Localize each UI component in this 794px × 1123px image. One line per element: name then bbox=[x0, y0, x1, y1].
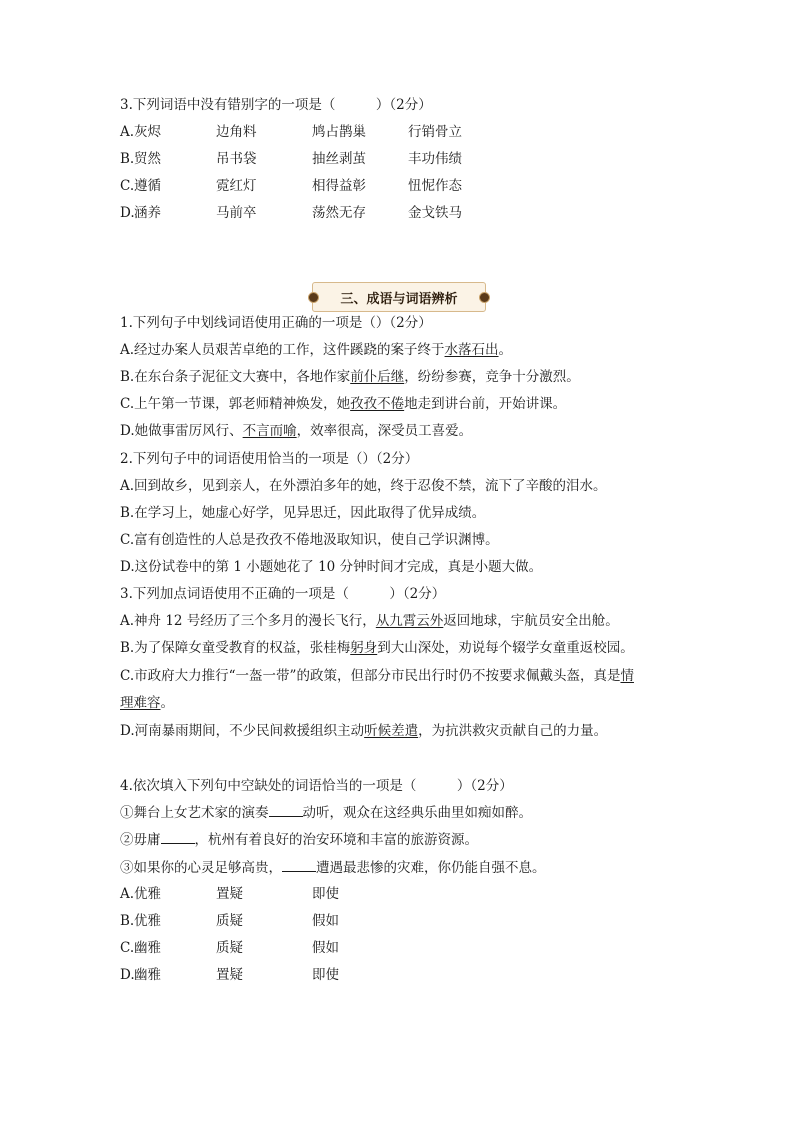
option-text: B.为了保障女童受教育的权益，张桂梅 bbox=[120, 640, 351, 656]
option-word: 霓红灯 bbox=[216, 178, 257, 194]
option-word: 涵养 bbox=[134, 205, 161, 221]
question-2-option-b[interactable]: B.在学习上，她虚心好学，见异思迁，因此取得了优异成绩。 bbox=[120, 505, 486, 521]
question-3-option-b[interactable] bbox=[120, 639, 634, 657]
option-text: 到大山深处，劝说每个辍学女童重返校园。 bbox=[377, 640, 634, 656]
question-2-stem: 2.下列句子中的词语使用恰当的一项是（）（2分） bbox=[120, 451, 419, 467]
question-2-option-c[interactable]: C.富有创造性的人总是孜孜不倦地汲取知识，使自己学识渊博。 bbox=[120, 532, 499, 548]
option-text: D.河南暴雨期间，不少民间救援组织主动 bbox=[120, 723, 365, 739]
option-text: 。 bbox=[160, 695, 174, 711]
sentence-text: ，杭州有着良好的治安环境和丰富的旅游资源。 bbox=[194, 832, 478, 848]
underlined-term: 从九霄云外 bbox=[375, 613, 444, 629]
question-1-option-a[interactable] bbox=[120, 341, 512, 359]
option-label: D. bbox=[120, 205, 135, 221]
underlined-term: 水落石出 bbox=[444, 342, 499, 358]
option-word: 即使 bbox=[312, 886, 339, 902]
question-2-option-d[interactable]: D.这份试卷中的第 1 小题她花了 10 分钟时间才完成，真是小题大做。 bbox=[120, 559, 543, 575]
option-word: 行销骨立 bbox=[408, 124, 462, 140]
underlined-term: 躬身 bbox=[350, 640, 378, 656]
question-4-stem: 4.依次填入下列句中空缺处的词语恰当的一项是（ ）（2分） bbox=[120, 778, 513, 794]
option-word: 吊书袋 bbox=[216, 151, 257, 167]
option-word: 相得益彰 bbox=[312, 178, 366, 194]
option-text: C.上午第一节课，郭老师精神焕发，她 bbox=[120, 396, 351, 412]
option-label: A. bbox=[120, 886, 135, 902]
option-text: 返回地球，宇航员安全出舱。 bbox=[443, 613, 619, 629]
underlined-term: 理难容 bbox=[120, 695, 161, 711]
underlined-term: 前仆后继 bbox=[350, 369, 405, 385]
option-word: 金戈铁马 bbox=[408, 205, 462, 221]
underlined-term: 情 bbox=[620, 668, 634, 684]
option-text: D.她做事雷厉风行、 bbox=[120, 423, 243, 439]
option-word: 遵循 bbox=[134, 178, 161, 194]
option-text: A.神舟 12 号经历了三个多月的漫长飞行， bbox=[120, 613, 376, 629]
question-2-option-a[interactable]: A.回到故乡，见到亲人，在外漂泊多年的她，终于忍俊不禁，流下了辛酸的泪水。 bbox=[120, 478, 607, 494]
option-label: A. bbox=[120, 124, 135, 140]
sentence-text: 遭遇最悲惨的灾难，你仍能自强不息。 bbox=[316, 860, 546, 876]
sentence-text: ③如果你的心灵足够高贵， bbox=[120, 860, 282, 876]
question-1-option-c[interactable] bbox=[120, 395, 566, 413]
option-word: 置疑 bbox=[216, 886, 243, 902]
option-word: 灰烬 bbox=[134, 124, 161, 140]
option-word: 丰功伟绩 bbox=[408, 151, 462, 167]
banner-knob-right-icon bbox=[479, 292, 490, 303]
option-word: 贸然 bbox=[134, 151, 161, 167]
question-3-stem: 3.下列加点词语使用不正确的一项是（ ）（2分） bbox=[120, 586, 446, 602]
option-word: 抽丝剥茧 bbox=[312, 151, 366, 167]
option-label: C. bbox=[120, 178, 135, 194]
option-text: ，为抗洪救灾贡献自己的力量。 bbox=[418, 723, 608, 739]
underlined-term: 不言而喻 bbox=[242, 423, 297, 439]
question-4-sentence-1 bbox=[120, 803, 532, 822]
question-1-option-b[interactable] bbox=[120, 368, 580, 386]
option-text: B.在东台条子泥征文大赛中，各地作家 bbox=[120, 369, 351, 385]
option-word: 即使 bbox=[312, 967, 339, 983]
option-text: ，效率很高，深受员工喜爱。 bbox=[296, 423, 473, 439]
option-word: 优雅 bbox=[134, 913, 161, 929]
option-word: 质疑 bbox=[216, 940, 243, 956]
option-label: D. bbox=[120, 967, 135, 983]
option-label: B. bbox=[120, 151, 135, 167]
question-1-stem: 1.下列句子中划线词语使用正确的一项是（）（2分） bbox=[120, 315, 432, 331]
question-3-option-a[interactable] bbox=[120, 612, 619, 630]
option-word: 鸠占鹊巢 bbox=[312, 124, 366, 140]
option-word: 幽雅 bbox=[134, 940, 161, 956]
fill-blank[interactable] bbox=[269, 803, 303, 817]
underlined-term: 孜孜不倦 bbox=[350, 396, 405, 412]
fill-blank[interactable] bbox=[282, 858, 316, 872]
option-label: C. bbox=[120, 940, 135, 956]
option-text: 地走到讲台前，开始讲课。 bbox=[404, 396, 567, 412]
question-4-sentence-2 bbox=[120, 830, 478, 849]
option-word: 幽雅 bbox=[134, 967, 161, 983]
option-text: ，纷纷参赛，竞争十分激烈。 bbox=[404, 369, 580, 385]
option-text: 。 bbox=[498, 342, 513, 358]
option-line bbox=[120, 667, 634, 685]
option-word: 忸怩作态 bbox=[408, 178, 462, 194]
option-word: 置疑 bbox=[216, 967, 243, 983]
option-line bbox=[120, 694, 174, 712]
question-3-option-d[interactable] bbox=[120, 722, 607, 740]
option-text: C.市政府大力推行“一盔一带”的政策，但部分市民出行时仍不按要求佩戴头盔，真是 bbox=[120, 668, 621, 684]
section-title: 三、成语与词语辨析 bbox=[340, 291, 458, 307]
sentence-text: ②毋庸 bbox=[120, 832, 161, 848]
option-word: 优雅 bbox=[134, 886, 161, 902]
question-4-sentence-3 bbox=[120, 858, 546, 877]
fill-blank[interactable] bbox=[161, 830, 195, 844]
option-word: 马前卒 bbox=[216, 205, 257, 221]
option-word: 假如 bbox=[312, 913, 339, 929]
question-1-option-d[interactable] bbox=[120, 422, 472, 440]
option-text: A.经过办案人员艰苦卓绝的工作，这件蹊跷的案子终于 bbox=[120, 342, 445, 358]
underlined-term: 听候差遣 bbox=[364, 723, 419, 739]
option-word: 质疑 bbox=[216, 913, 243, 929]
banner-knob-left-icon bbox=[308, 292, 319, 303]
sentence-text: ①舞台上女艺术家的演奏 bbox=[120, 805, 269, 821]
option-word: 假如 bbox=[312, 940, 339, 956]
option-label: B. bbox=[120, 913, 135, 929]
section-banner bbox=[312, 282, 486, 312]
sentence-text: 动听，观众在这经典乐曲里如痴如醉。 bbox=[302, 805, 532, 821]
option-word: 边角料 bbox=[216, 124, 257, 140]
question-3a-stem: 3.下列词语中没有错别字的一项是（ ）（2分） bbox=[120, 97, 432, 113]
option-word: 荡然无存 bbox=[312, 205, 366, 221]
